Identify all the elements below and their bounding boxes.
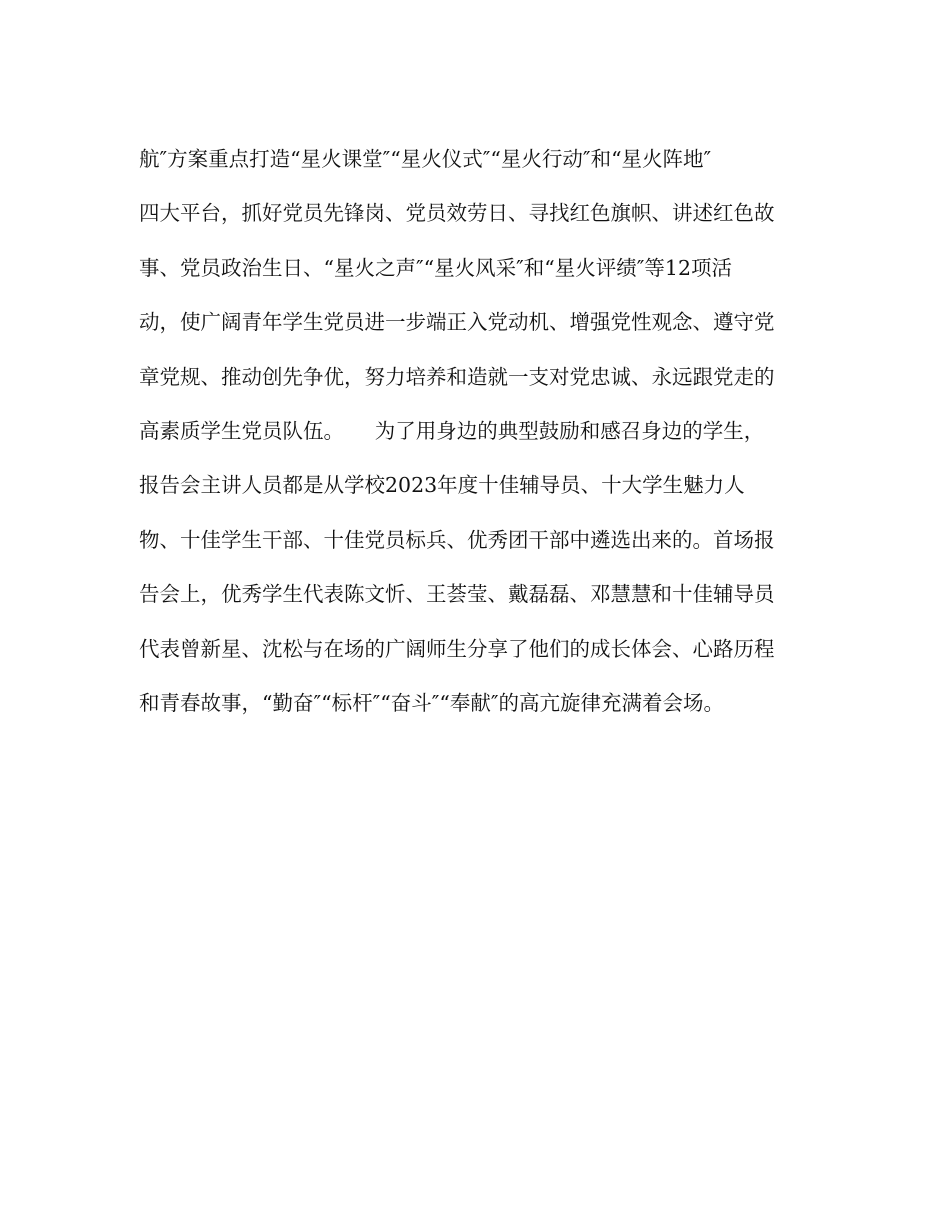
body-paragraph [139, 132, 829, 730]
text-line-5: 章党规、推动创先争优，努力培养和造就一支对党忠诚、永远跟党走的 [139, 364, 775, 389]
text-line-4: 动，使广阔青年学生党员进一步端正入党动机、增强党性观念、遵守党 [139, 310, 775, 335]
text-line-6: 高素质学生党员队伍。 为了用身边的典型鼓励和感召身边的学生， [139, 418, 765, 443]
text-line-3: 事、党员政治生日、“星火之声″“星火风采″和“星火评绩″等12项活 [139, 255, 732, 280]
text-line-11: 和青春故事，“勤奋″“标杆″“奋斗″“奉献″的高亢旋律充满着会场。 [139, 690, 725, 715]
text-line-10: 代表曾新星、沈松与在场的广阔师生分享了他们的成长体会、心路历程 [139, 636, 775, 661]
text-line-2: 四大平台，抓好党员先锋岗、党员效劳日、寻找红色旗帜、讲述红色故 [139, 201, 775, 226]
text-line-1: 航″方案重点打造“星火课堂″“星火仪式″“星火行动″和“星火阵地″ [139, 147, 712, 171]
text-line-7: 报告会主讲人员都是从学校2023年度十佳辅导员、十大学生魅力人 [139, 473, 745, 498]
text-line-9: 告会上，优秀学生代表陈文忻、王荟莹、戴磊磊、邓慧慧和十佳辅导员 [139, 582, 775, 607]
text-line-8: 物、十佳学生干部、十佳党员标兵、优秀团干部中遴选出来的。首场报 [139, 527, 775, 552]
